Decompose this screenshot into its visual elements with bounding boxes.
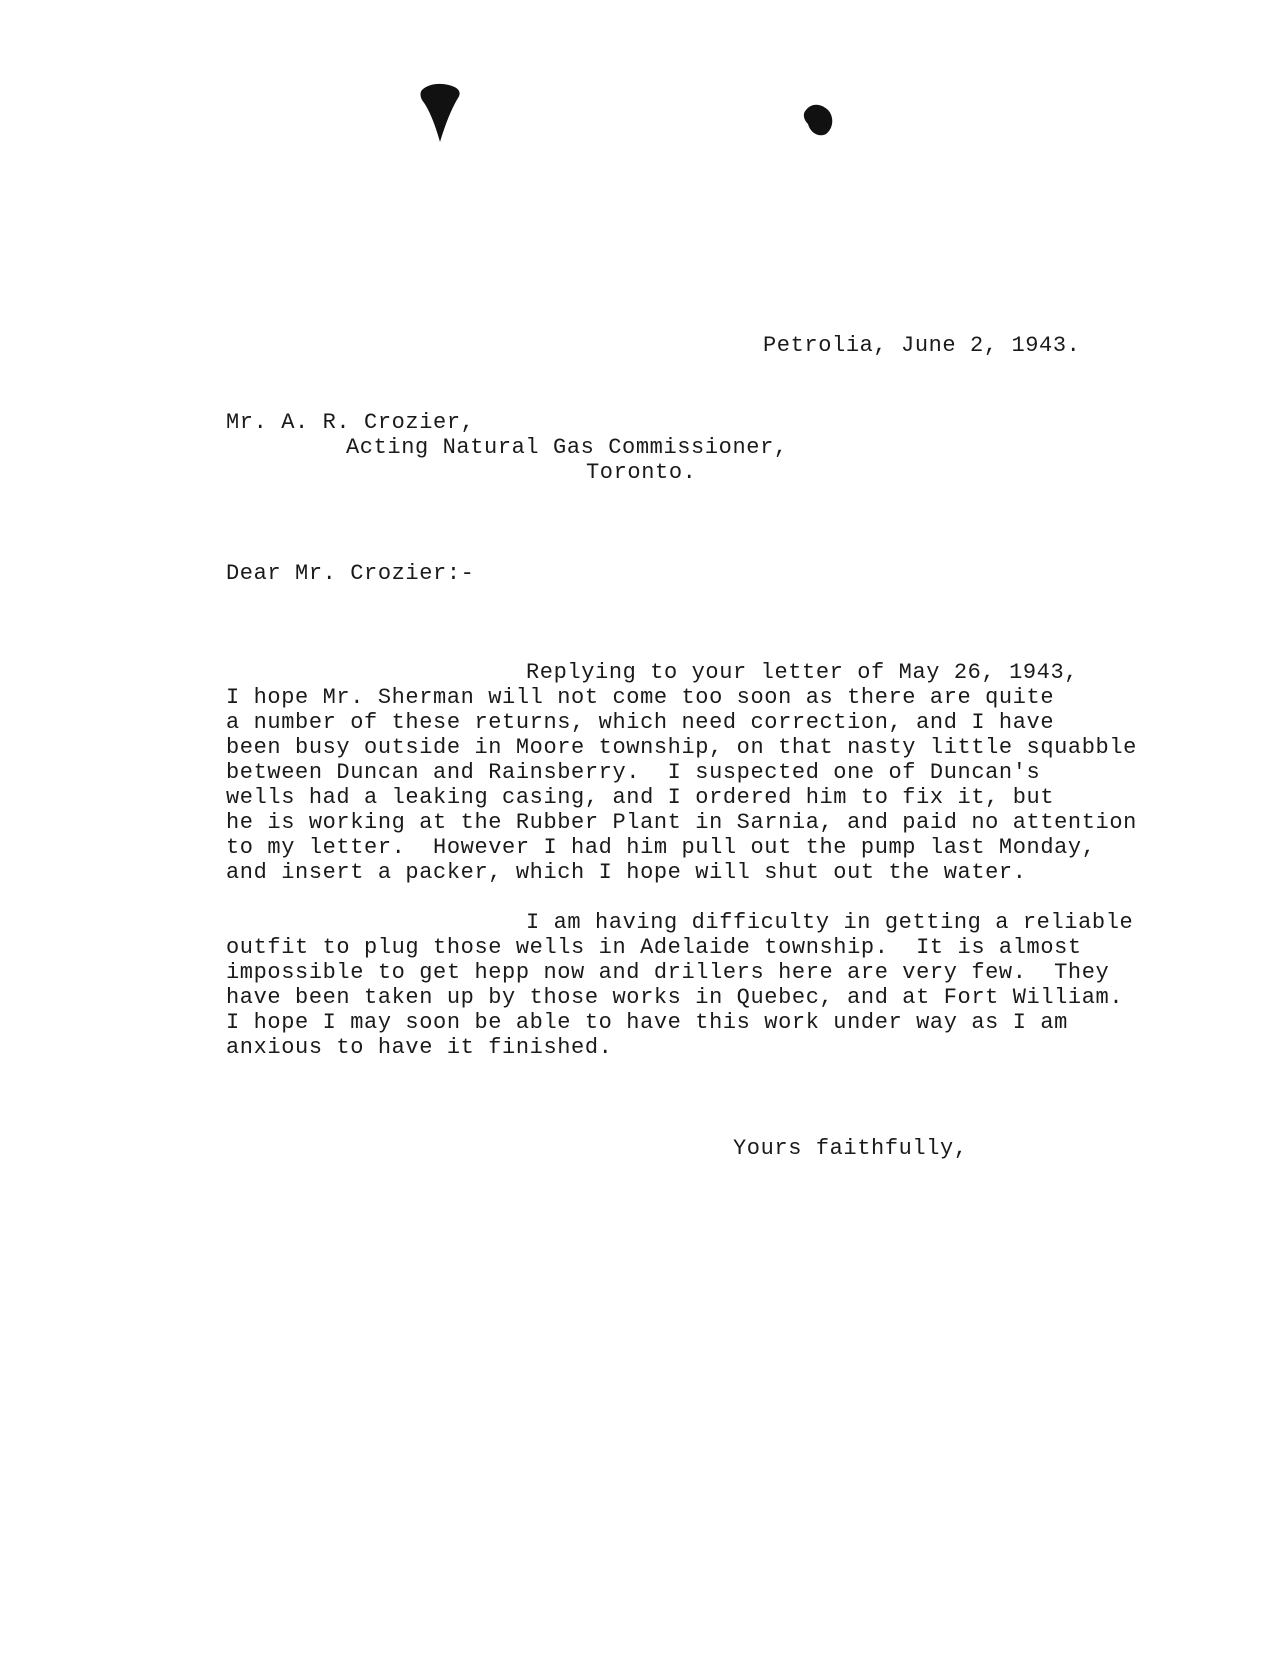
paragraph-line: impossible to get hepp now and drillers here are very few. They: [226, 960, 1110, 985]
paragraph-line: between Duncan and Rainsberry. I suspected one of Duncan's: [226, 760, 1041, 785]
paragraph-line: been busy outside in Moore township, on that nasty little squabble: [226, 735, 1137, 760]
addressee-name: Mr. A. R. Crozier,: [226, 410, 475, 435]
paragraph-line: he is working at the Rubber Plant in Sarnia, and paid no attention: [226, 810, 1137, 835]
dateline: Petrolia, June 2, 1943.: [763, 333, 1081, 358]
paragraph-line: I hope Mr. Sherman will not come too soon as there are quite: [226, 685, 1055, 710]
paragraph-line: Replying to your letter of May 26, 1943,: [526, 660, 1079, 685]
paragraph-line: outfit to plug those wells in Adelaide township. It is almost: [226, 935, 1082, 960]
paragraph-line: and insert a packer, which I hope will shut out the water.: [226, 860, 1027, 885]
salutation: Dear Mr. Crozier:-: [226, 561, 475, 586]
paragraph-line: have been taken up by those works in Quebec, and at Fort William.: [226, 985, 1124, 1010]
paragraph-line: I hope I may soon be able to have this work under way as I am: [226, 1010, 1068, 1035]
ink-blot-right: [800, 100, 840, 140]
paragraph-line: I am having difficulty in getting a reliable: [526, 910, 1134, 935]
paragraph-line: to my letter. However I had him pull out the pump last Monday,: [226, 835, 1096, 860]
paragraph-line: wells had a leaking casing, and I ordered him to fix it, but: [226, 785, 1055, 810]
paragraph-line: anxious to have it finished.: [226, 1035, 613, 1060]
paragraph-line: a number of these returns, which need correction, and I have: [226, 710, 1055, 735]
closing: Yours faithfully,: [733, 1136, 968, 1161]
addressee-city: Toronto.: [586, 460, 697, 485]
ink-blot-left: [418, 80, 468, 150]
addressee-title: Acting Natural Gas Commissioner,: [346, 435, 788, 460]
